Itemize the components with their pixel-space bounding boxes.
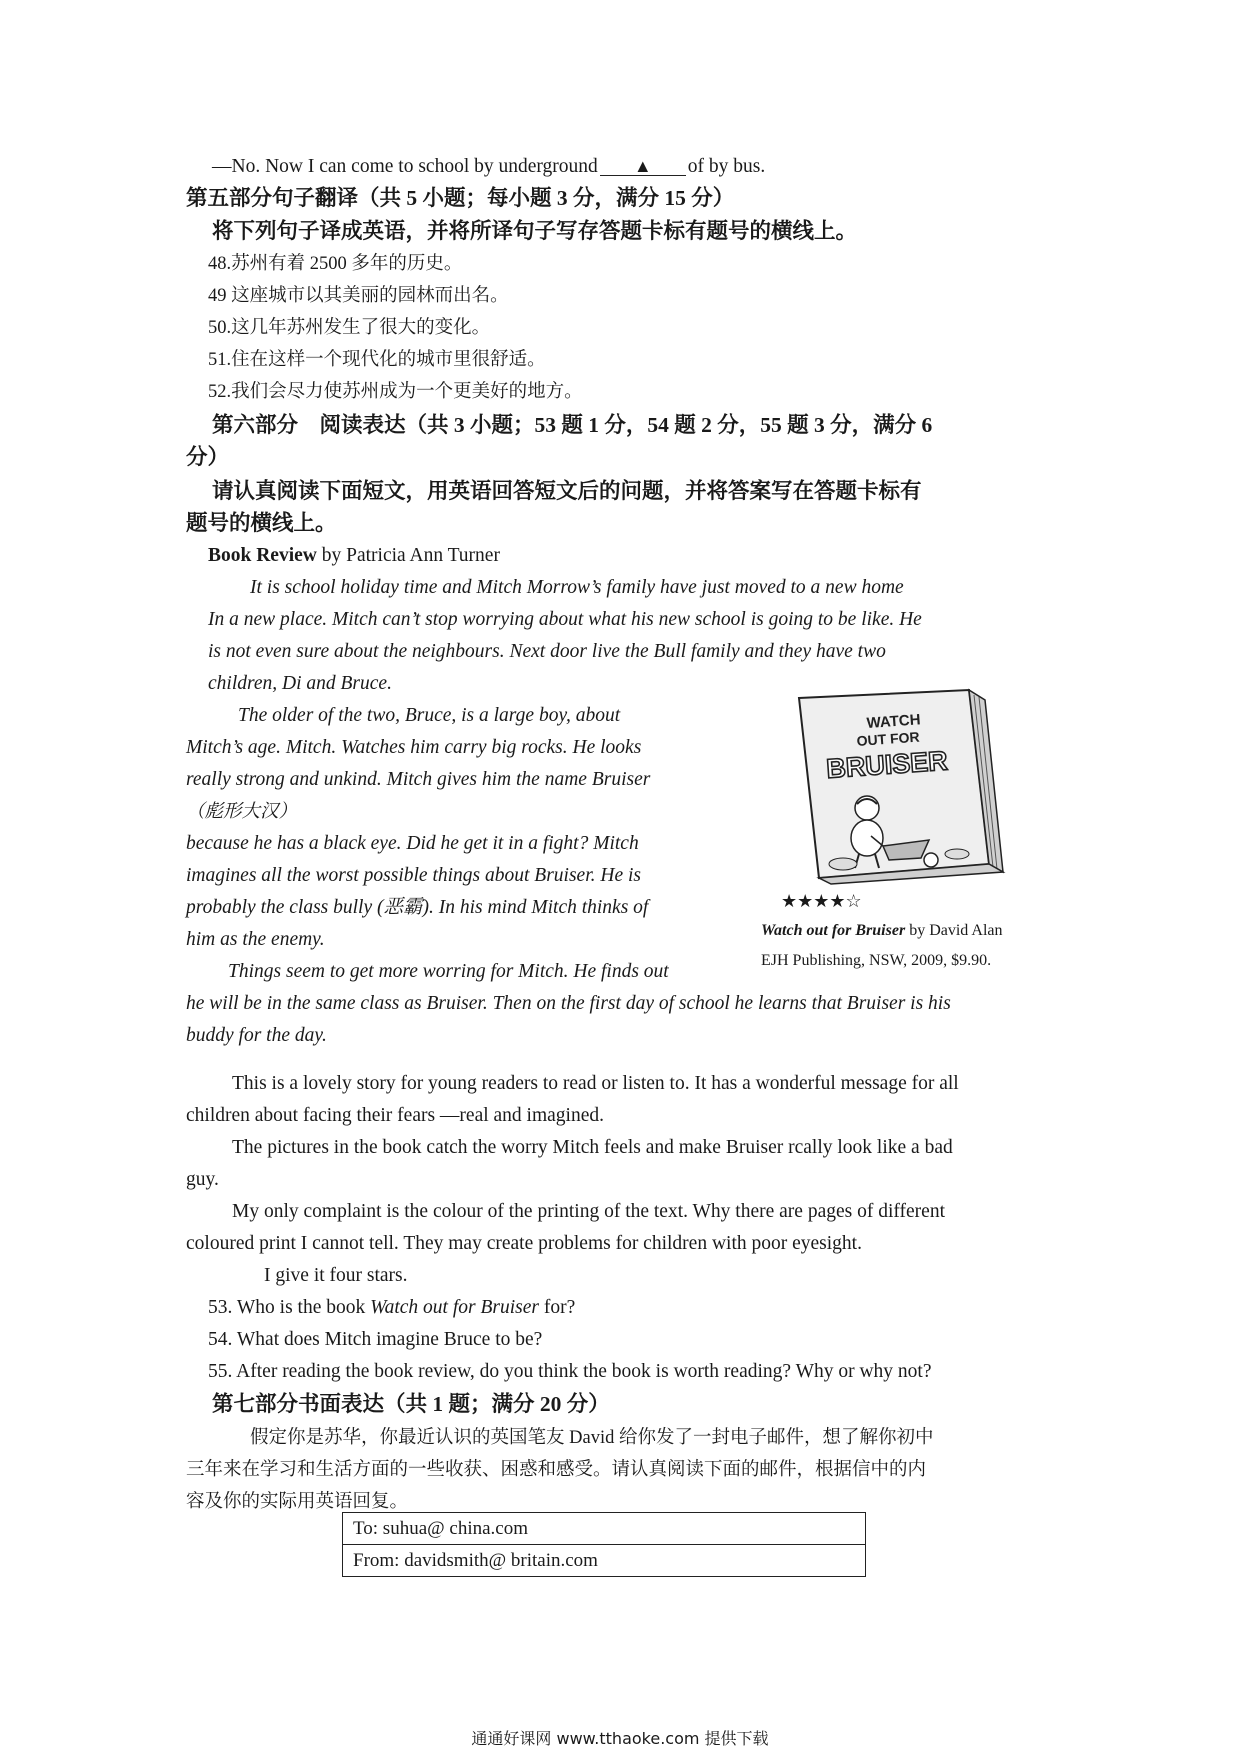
book-caption-author: by David Alan: [905, 922, 1003, 939]
part5-item-50: 50.这几年苏州发生了很大的变化。: [208, 318, 491, 338]
review-line: In a new place. Mitch can’t stop worrying about what his new school is going to be like. He: [208, 609, 922, 630]
review-paragraph-line: My only complaint is the colour of the printing of the text. Why there are pages of different: [232, 1201, 945, 1222]
book-caption-title: Watch out for Bruiser: [761, 922, 906, 939]
review-paragraph-line: The pictures in the book catch the worry Mitch feels and make Bruiser rcally look like a bad: [232, 1137, 953, 1158]
review-line: （彪形大汉）: [186, 802, 298, 822]
book-publisher: EJH Publishing, NSW, 2009, $9.90.: [761, 952, 992, 969]
review-author: by Patricia Ann Turner: [316, 545, 500, 566]
review-line: because he has a black eye. Did he get it in a fight? Mitch: [186, 833, 639, 854]
review-paragraph-line: guy.: [186, 1169, 219, 1190]
part6-title-line2: 分）: [186, 445, 230, 469]
review-line: Things seem to get more worring for Mitch. He finds out: [228, 961, 669, 982]
rating-stars: ★★★★☆: [781, 891, 862, 911]
review-paragraph-line: children about facing their fears —real and imagined.: [186, 1105, 604, 1126]
book-cover-text-2: OUT FOR: [856, 728, 921, 749]
part6-title-line1: 第六部分 阅读表达（共 3 小题；53 题 1 分，54 题 2 分，55 题 3 分，满分 6: [212, 413, 933, 437]
review-line: It is school holiday time and Mitch Morrow’s family have just moved to a new home: [250, 577, 904, 598]
part5-item-49: 49 这座城市以其美丽的园林而出名。: [208, 286, 509, 306]
review-heading: [208, 543, 500, 569]
book-caption: [761, 920, 1003, 942]
review-paragraph-line: I give it four stars.: [264, 1265, 408, 1286]
question-53-prefix: 53. Who is the book: [208, 1297, 371, 1318]
part5-item-48: 48.苏州有着 2500 多年的历史。: [208, 254, 463, 274]
review-paragraph-line: This is a lovely story for young readers to read or listen to. It has a wonderful message for all: [232, 1073, 959, 1094]
review-line: Mitch’s age. Mitch. Watches him carry big rocks. He looks: [186, 737, 642, 758]
review-line: him as the enemy.: [186, 929, 325, 950]
triangle-marker-icon: ▲: [633, 156, 652, 176]
part6-instruction-line1: 请认真阅读下面短文，用英语回答短文后的问题，并将答案写在答题卡标有: [212, 479, 922, 503]
review-line: probably the class bully (恶霸). In his mind Mitch thinks of: [186, 897, 649, 918]
question-55: 55. After reading the book review, do you think the book is worth reading? Why or why not?: [208, 1361, 932, 1382]
part6-instruction-line2: 题号的横线上。: [186, 511, 337, 535]
question-54: 54. What does Mitch imagine Bruce to be?: [208, 1329, 543, 1350]
prev-question-text: —No. Now I can come to school by underground: [212, 156, 598, 177]
book-cover-illustration: [771, 686, 1036, 886]
question-53: [208, 1295, 575, 1321]
review-paragraph-line: coloured print I cannot tell. They may create problems for children with poor eyesight.: [186, 1233, 862, 1254]
prev-question-line: [212, 154, 765, 180]
question-53-book-title: Watch out for Bruiser: [370, 1297, 539, 1318]
book-cover-text-3: BRUISER: [825, 745, 949, 784]
part7-line: 假定你是苏华，你最近认识的英国笔友 David 给你发了一封电子邮件，想了解你初中: [250, 1428, 934, 1448]
question-53-suffix: for?: [538, 1297, 576, 1318]
book-cover-text-1: WATCH: [866, 711, 922, 732]
review-line: buddy for the day.: [186, 1025, 327, 1046]
part5-title: 第五部分句子翻译（共 5 小题；每小题 3 分，满分 15 分）: [186, 186, 735, 210]
review-line: The older of the two, Bruce, is a large boy, about: [238, 705, 621, 726]
part5-instruction: 将下列句子译成英语，并将所译句子写存答题卡标有题号的横线上。: [212, 219, 858, 243]
review-line: is not even sure about the neighbours. Next door live the Bull family and they have two: [208, 641, 886, 662]
email-header-table: [342, 1512, 866, 1577]
part7-title: 第七部分书面表达（共 1 题；满分 20 分）: [212, 1392, 610, 1416]
review-line: really strong and unkind. Mitch gives him the name Bruiser: [186, 769, 651, 790]
email-to: To: suhua@ china.com: [343, 1513, 866, 1545]
footer-text: 通通好课网 www.tthaoke.com 提供下载: [471, 1729, 769, 1748]
review-line: he will be in the same class as Bruiser. Then on the first day of school he learns that Bruiser is his: [186, 993, 951, 1014]
answer-blank: [600, 157, 686, 176]
part7-line: 三年来在学习和生活方面的一些收获、困惑和感受。请认真阅读下面的邮件，根据信中的内: [186, 1460, 927, 1480]
part5-item-52: 52.我们会尽力使苏州成为一个更美好的地方。: [208, 382, 583, 402]
email-from: From: davidsmith@ britain.com: [343, 1545, 866, 1577]
review-heading-bold: Book Review: [208, 545, 317, 566]
part5-item-51: 51.住在这样一个现代化的城市里很舒适。: [208, 350, 546, 370]
review-line: children, Di and Bruce.: [208, 673, 392, 694]
review-line: imagines all the worst possible things about Bruiser. He is: [186, 865, 642, 886]
prev-question-tail: of by bus.: [687, 156, 766, 177]
part7-line: 容及你的实际用英语回复。: [186, 1492, 409, 1512]
